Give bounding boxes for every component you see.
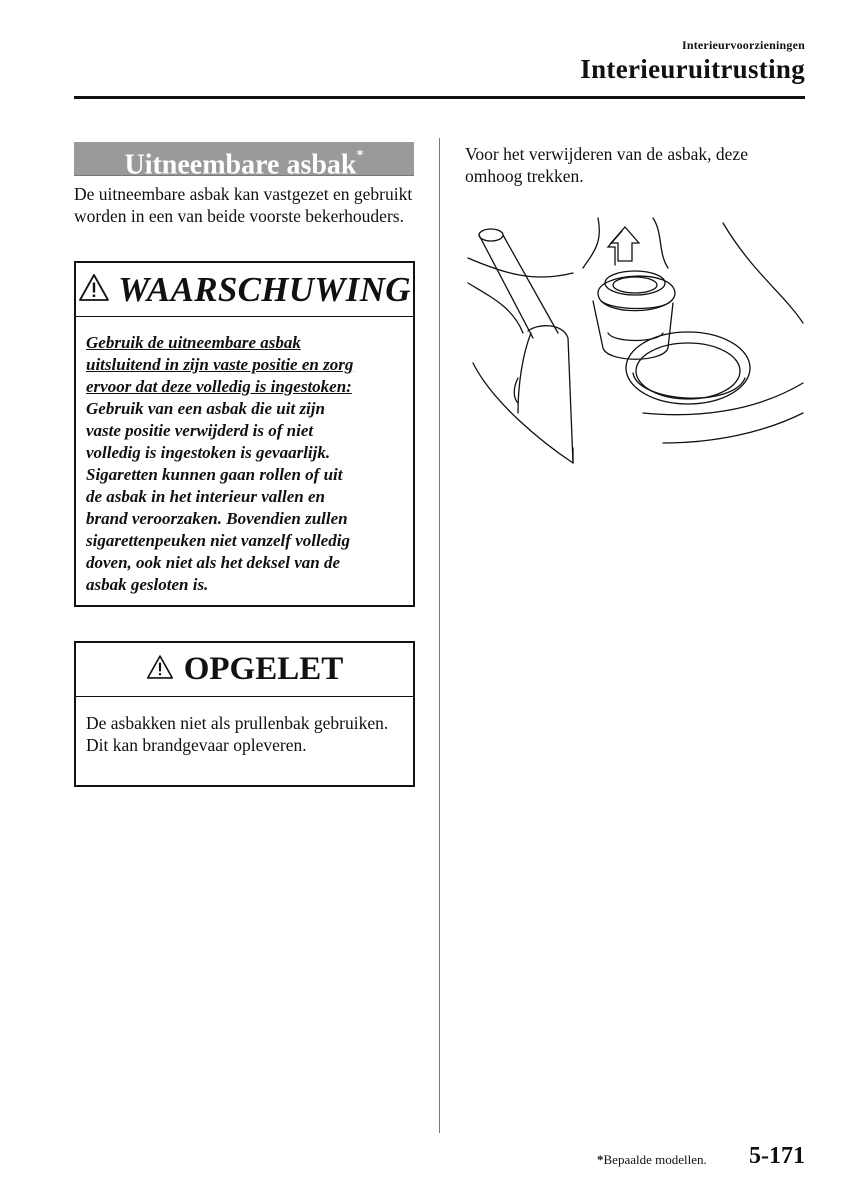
warning-line-underlined: Gebruik de uitneembare asbak (86, 333, 301, 352)
warning-line: brand veroorzaken. Bovendien zullen (86, 509, 348, 528)
footer-note-mark: * (597, 1152, 604, 1167)
intro-paragraph: De uitneembare asbak kan vastgezet en gebruikt worden in een van beide voorste bekerhouders. (74, 184, 413, 226)
page-title: Interieuruitrusting (580, 54, 805, 84)
warning-box (74, 261, 415, 607)
removal-instruction: Voor het verwijderen van de asbak, deze omhoog trekken. (465, 144, 748, 186)
section-title (74, 142, 414, 181)
warning-line-underlined: uitsluitend in zijn vaste positie en zorg (86, 355, 354, 374)
warning-header (76, 263, 413, 317)
warning-body (76, 317, 413, 596)
caution-header (76, 643, 413, 697)
caution-box (74, 641, 415, 787)
warning-line: volledig is ingestoken is gevaarlijk. (86, 443, 331, 462)
column-divider (439, 138, 440, 1133)
warning-line: asbak gesloten is. (86, 575, 209, 594)
footer-note (597, 1152, 707, 1168)
warning-line: sigarettenpeuken niet vanzelf volledig (86, 531, 350, 550)
warning-title: WAARSCHUWING (118, 269, 411, 309)
footer-note-text: Bepaalde modellen. (603, 1152, 707, 1167)
caution-body: De asbakken niet als prullenbak gebruiken. Dit kan brandgevaar opleveren. (86, 713, 389, 755)
header-rule (74, 96, 805, 99)
caution-title: OPGELET (183, 651, 344, 687)
warning-triangle-icon (78, 273, 110, 307)
header-category: Interieurvoorzieningen (681, 38, 805, 52)
section-title-text: Uitneembare asbak (124, 149, 357, 181)
warning-line: de asbak in het interieur vallen en (86, 487, 325, 506)
warning-line: Gebruik van een asbak die uit zijn (86, 399, 325, 418)
warning-line-underlined: ervoor dat deze volledig is ingestoken: (86, 377, 352, 396)
warning-line: vaste positie verwijderd is of niet (86, 421, 314, 440)
warning-triangle-icon (146, 654, 174, 685)
warning-line: Sigaretten kunnen gaan rollen of uit (86, 465, 343, 484)
page-number: 5-171 (749, 1143, 805, 1169)
section-title-mark: * (356, 148, 364, 163)
warning-line: doven, ook niet als het deksel van de (86, 553, 341, 572)
ashtray-removal-illustration (463, 213, 808, 467)
